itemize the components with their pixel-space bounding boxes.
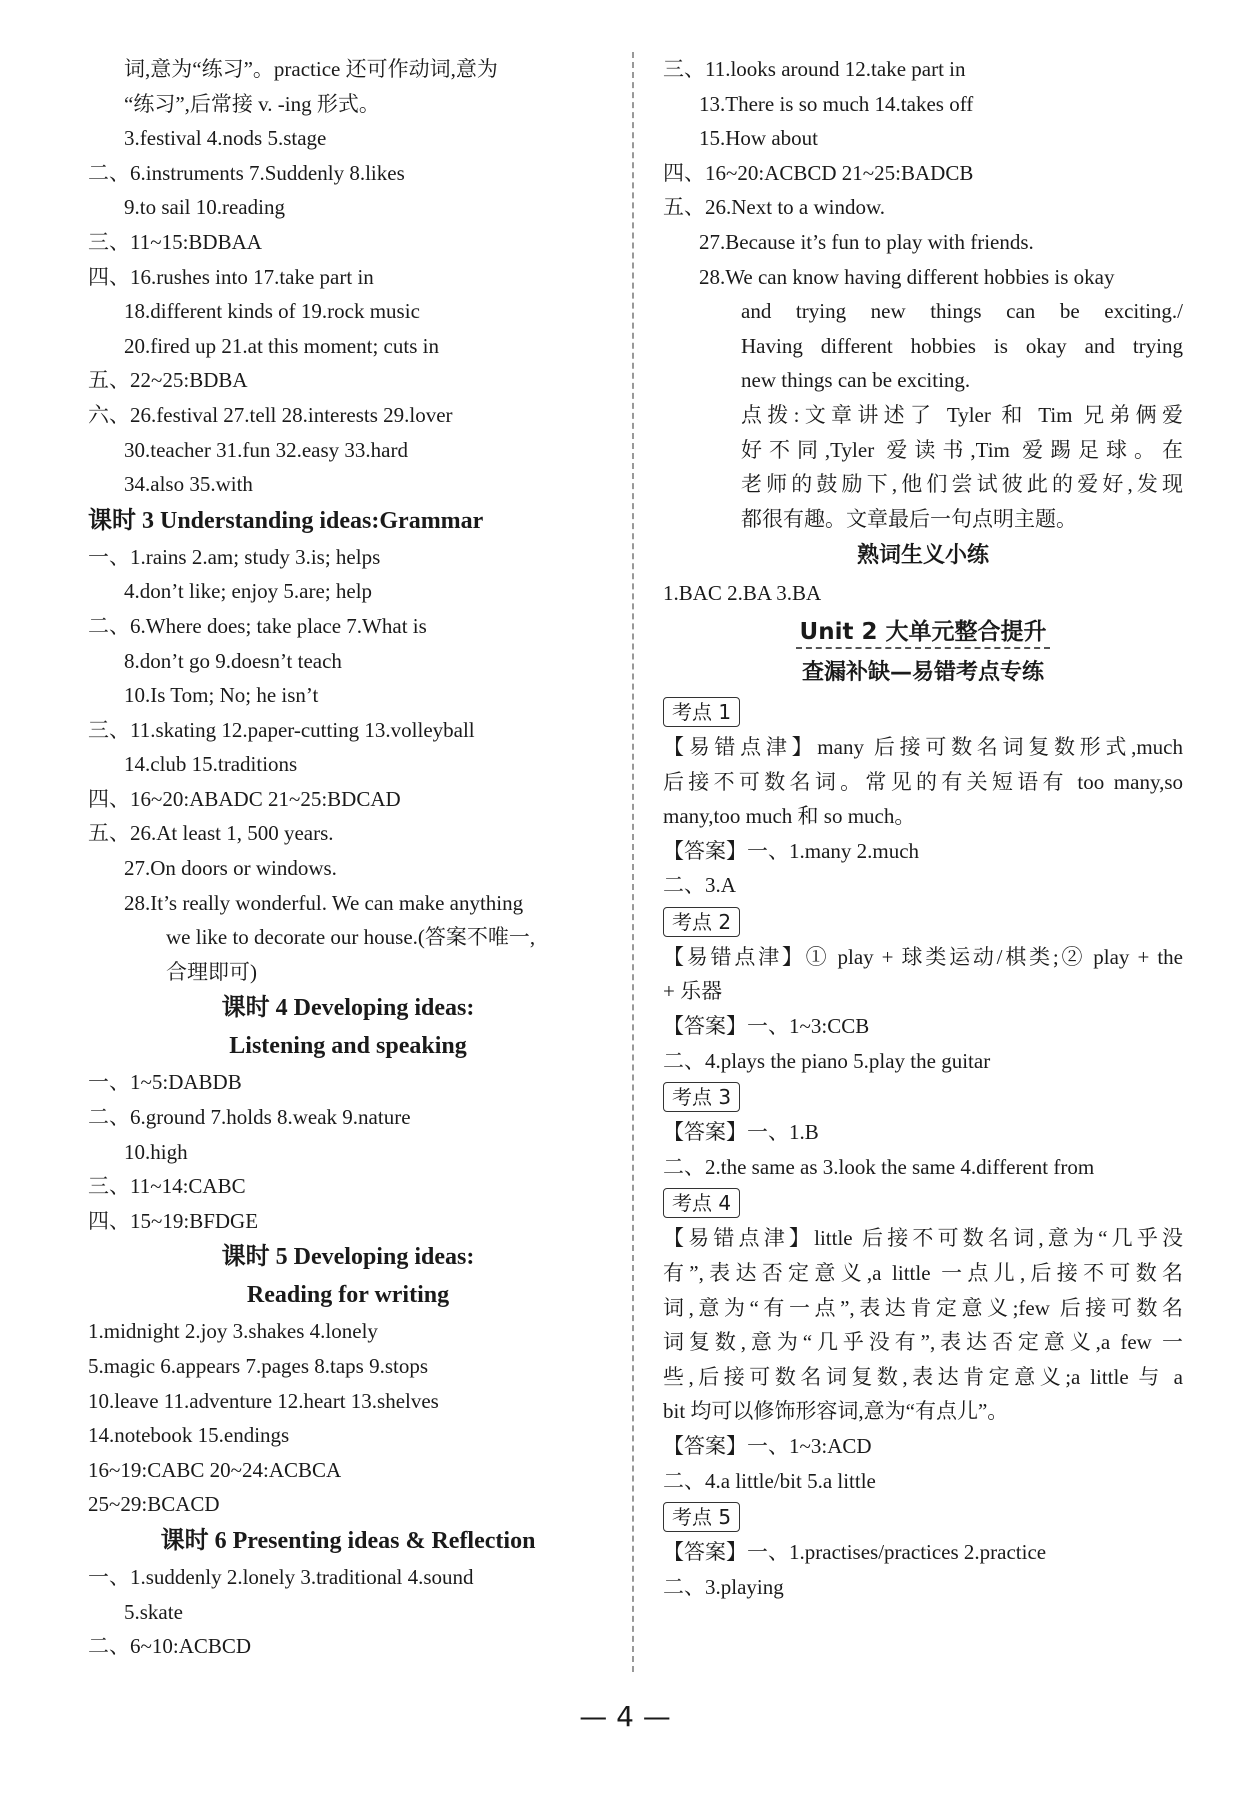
- answer-line: 词,意为“练习”。practice 还可作动词,意为: [124, 57, 498, 81]
- section-tag: 考点 5: [663, 1502, 740, 1532]
- section-heading: 查漏补缺—易错考点专练: [801, 659, 1044, 685]
- unit-heading-text: Unit 2 大单元整合提升: [796, 619, 1051, 649]
- answer-line: 28.We can know having different hobbies is okay: [699, 264, 1115, 289]
- answer-line: 老师的鼓励下,他们尝试彼此的爱好,发现: [741, 472, 1183, 497]
- unit-heading: [663, 611, 1183, 653]
- lesson-heading: Reading for writing: [246, 1282, 450, 1309]
- answer-line: 【答案】一、1.practises/practices 2.practice: [663, 1540, 1047, 1565]
- answer-line: 二、2.the same as 3.look the same 4.different from: [663, 1154, 1095, 1179]
- answer-line: 10.Is Tom; No; he isn’t: [124, 683, 319, 708]
- answer-line: 二、3.A: [663, 873, 736, 898]
- section-tag-row: [663, 1184, 1183, 1221]
- answer-line: 14.notebook 15.endings: [88, 1423, 290, 1448]
- answer-line: 10.high: [124, 1139, 188, 1164]
- answer-line: 3.festival 4.nods 5.stage: [124, 126, 327, 151]
- lesson-heading: 课时 5 Developing ideas:: [221, 1244, 475, 1271]
- answer-line: 合理即可): [166, 959, 257, 984]
- answer-line: 【答案】一、1.B: [663, 1120, 819, 1145]
- answer-line: 14.club 15.traditions: [124, 752, 298, 777]
- answer-line: many,too much 和 so much。: [663, 804, 916, 829]
- answer-line: 一、1.suddenly 2.lonely 3.traditional 4.sound: [88, 1564, 474, 1589]
- answer-line: 后接不可数名词。常见的有关短语有 too many,so: [663, 769, 1183, 794]
- answer-line: 4.don’t like; enjoy 5.are; help: [124, 579, 373, 604]
- section-tag: 考点 1: [663, 697, 740, 727]
- answer-line: 9.to sail 10.reading: [124, 195, 285, 220]
- right-column: [663, 52, 1183, 1604]
- answer-line: 五、22~25:BDBA: [88, 368, 248, 393]
- section-tag: 考点 4: [663, 1188, 740, 1218]
- answer-line: 三、11.looks around 12.take part in: [663, 57, 966, 81]
- answer-line: we like to decorate our house.(答案不唯一,: [166, 925, 536, 950]
- answer-line: 一、1~5:DABDB: [88, 1070, 242, 1095]
- answer-line: 27.On doors or windows.: [124, 856, 337, 881]
- answer-line: 四、16~20:ABADC 21~25:BDCAD: [88, 786, 401, 811]
- section-tag: 考点 3: [663, 1082, 740, 1112]
- answer-line: 10.leave 11.adventure 12.heart 13.shelves: [88, 1388, 439, 1413]
- answer-line: 【答案】一、1~3:ACD: [663, 1434, 872, 1458]
- answer-line: 三、11~14:CABC: [88, 1174, 246, 1199]
- answer-line: 些,后接可数名词复数,表达肯定意义;a little 与 a: [663, 1364, 1183, 1389]
- answer-line: 1.BAC 2.BA 3.BA: [663, 581, 822, 606]
- answer-line: 二、6.instruments 7.Suddenly 8.likes: [88, 160, 405, 185]
- section-tag-row: [663, 1498, 1183, 1535]
- answer-line: 27.Because it’s fun to play with friends.: [699, 229, 1034, 254]
- answer-line: 28.It’s really wonderful. We can make anything: [124, 890, 524, 915]
- answer-line: bit 均可以修饰形容词,意为“有点儿”。: [663, 1399, 1009, 1424]
- answer-line: 词复数,意为“几乎没有”,表达否定意义,a few 一: [663, 1330, 1183, 1355]
- answer-line: 三、11.skating 12.paper-cutting 13.volleyball: [88, 717, 475, 742]
- answer-line: 五、26.Next to a window.: [663, 195, 886, 220]
- answer-line: 二、6.ground 7.holds 8.weak 9.nature: [88, 1105, 411, 1130]
- answer-line: 好不同,Tyler 爱读书,Tim 爱踢足球。在: [741, 437, 1183, 462]
- section-tag-row: [663, 1078, 1183, 1115]
- lesson-heading: Listening and speaking: [229, 1033, 467, 1060]
- answer-line: 都很有趣。文章最后一句点明主题。: [741, 506, 1077, 531]
- answer-line: 词,意为“有一点”,表达肯定意义;few 后接可数名: [663, 1295, 1183, 1320]
- answer-line: 点拨:文章讲述了 Tyler 和 Tim 兄弟俩爱: [741, 402, 1183, 427]
- answer-line: 5.magic 6.appears 7.pages 8.taps 9.stops: [88, 1354, 429, 1378]
- answer-line: 18.different kinds of 19.rock music: [124, 299, 420, 324]
- answer-line: 30.teacher 31.fun 32.easy 33.hard: [124, 437, 408, 462]
- section-heading: 熟词生义小练: [856, 543, 989, 569]
- answer-line: 四、16~20:ACBCD 21~25:BADCB: [663, 160, 974, 185]
- answer-line: 六、26.festival 27.tell 28.interests 29.lover: [88, 402, 453, 427]
- lesson-heading: 课时 3 Understanding ideas:Grammar: [88, 507, 484, 534]
- answer-line: 8.don’t go 9.doesn’t teach: [124, 648, 342, 673]
- answer-line: 五、26.At least 1, 500 years.: [88, 821, 334, 846]
- answer-line: 二、4.a little/bit 5.a little: [663, 1468, 876, 1493]
- answer-line: “练习”,后常接 v. -ing 形式。: [124, 91, 380, 116]
- answer-line: new things can be exciting.: [741, 368, 971, 393]
- answer-line: 1.midnight 2.joy 3.shakes 4.lonely: [88, 1319, 378, 1344]
- answer-line: 34.also 35.with: [124, 472, 253, 497]
- answer-line: 【易错点津】many 后接可数名词复数形式,much: [663, 734, 1183, 759]
- left-column: [88, 52, 608, 1664]
- answer-line: 13.There is so much 14.takes off: [699, 91, 974, 116]
- page-number: — 4 —: [579, 1700, 671, 1733]
- answer-line: 20.fired up 21.at this moment; cuts in: [124, 333, 439, 358]
- answer-line: 【易错点津】little 后接不可数名词,意为“几乎没: [663, 1226, 1183, 1251]
- answer-line: and trying new things can be exciting./: [741, 299, 1183, 324]
- answer-line: 【答案】一、1.many 2.much: [663, 838, 920, 863]
- answer-line: 四、15~19:BFDGE: [88, 1208, 259, 1233]
- lesson-heading: 课时 6 Presenting ideas & Reflection: [160, 1527, 536, 1554]
- column-divider: [632, 52, 634, 1672]
- answer-line: 二、6~10:ACBCD: [88, 1634, 252, 1659]
- section-tag-row: [663, 693, 1183, 730]
- answer-line: + 乐器: [663, 979, 723, 1004]
- answer-line: 16~19:CABC 20~24:ACBCA: [88, 1457, 342, 1482]
- answer-line: 【易错点津】① play + 球类运动/棋类;② play + the: [663, 944, 1183, 969]
- answer-line: 15.How about: [699, 126, 818, 151]
- section-tag-row: [663, 903, 1183, 940]
- answer-line: 一、1.rains 2.am; study 3.is; helps: [88, 544, 381, 569]
- answer-line: 25~29:BCACD: [88, 1492, 220, 1517]
- answer-line: 【答案】一、1~3:CCB: [663, 1014, 870, 1039]
- answer-line: 5.skate: [124, 1599, 183, 1624]
- answer-line: 二、6.Where does; take place 7.What is: [88, 613, 427, 638]
- lesson-heading: 课时 4 Developing ideas:: [221, 995, 475, 1022]
- section-tag: 考点 2: [663, 907, 740, 937]
- answer-line: 有”,表达否定意义,a little 一点儿,后接不可数名: [663, 1261, 1183, 1286]
- answer-line: 三、11~15:BDBAA: [88, 229, 262, 254]
- answer-line: 二、3.playing: [663, 1574, 784, 1599]
- answer-line: 四、16.rushes into 17.take part in: [88, 264, 374, 289]
- answer-line: Having different hobbies is okay and trying: [741, 333, 1183, 358]
- answer-line: 二、4.plays the piano 5.play the guitar: [663, 1048, 991, 1073]
